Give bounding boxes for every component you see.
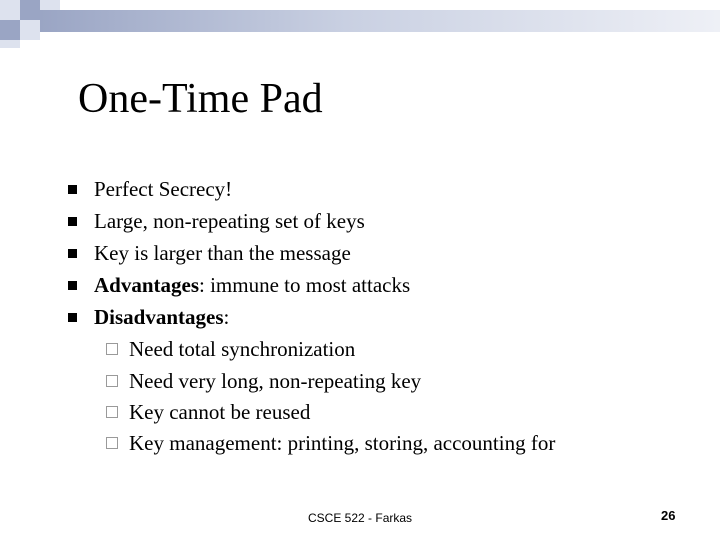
- bullet-text: :: [223, 305, 230, 329]
- bullet-item: [94, 303, 229, 331]
- square-bullet-icon: [68, 249, 77, 258]
- deco-square: [40, 0, 60, 10]
- square-bullet-icon: [68, 185, 77, 194]
- square-bullet-icon: [68, 313, 77, 322]
- deco-square: [20, 20, 40, 40]
- bullet-text: Perfect Secrecy!: [94, 177, 233, 201]
- bullet-item: [94, 271, 410, 299]
- sub-bullet-text: Need very long, non-repeating key: [129, 369, 422, 393]
- slide-footer: CSCE 522 - Farkas: [308, 511, 413, 525]
- deco-square: [0, 40, 20, 48]
- slide-title: One-Time Pad: [78, 76, 323, 122]
- bullet-text: : immune to most attacks: [199, 273, 411, 297]
- square-bullet-icon: [68, 217, 77, 226]
- sub-bullet-item: [129, 398, 310, 426]
- sub-bullet-text: Key management: printing, storing, accounting for: [129, 431, 556, 455]
- checkbox-bullet-icon: [106, 406, 118, 418]
- bullet-text: Large, non-repeating set of keys: [94, 209, 365, 233]
- deco-square: [0, 20, 20, 40]
- sub-bullet-text: Key cannot be reused: [129, 400, 311, 424]
- deco-square: [20, 0, 40, 20]
- sub-bullet-item: [129, 429, 555, 457]
- bullet-item: [94, 207, 365, 235]
- checkbox-bullet-icon: [106, 375, 118, 387]
- header-gradient-band: [40, 10, 720, 32]
- bullet-bold-term: Disadvantages: [94, 305, 224, 329]
- sub-bullet-item: [129, 367, 421, 395]
- sub-bullet-item: [129, 335, 355, 363]
- checkbox-bullet-icon: [106, 343, 118, 355]
- bullet-bold-term: Advantages: [94, 273, 200, 297]
- checkbox-bullet-icon: [106, 437, 118, 449]
- deco-square: [0, 0, 20, 20]
- bullet-item: [94, 175, 232, 203]
- bullet-text: Key is larger than the message: [94, 241, 351, 265]
- page-number: 26: [661, 508, 676, 523]
- square-bullet-icon: [68, 281, 77, 290]
- sub-bullet-text: Need total synchronization: [129, 337, 356, 361]
- bullet-item: [94, 239, 351, 267]
